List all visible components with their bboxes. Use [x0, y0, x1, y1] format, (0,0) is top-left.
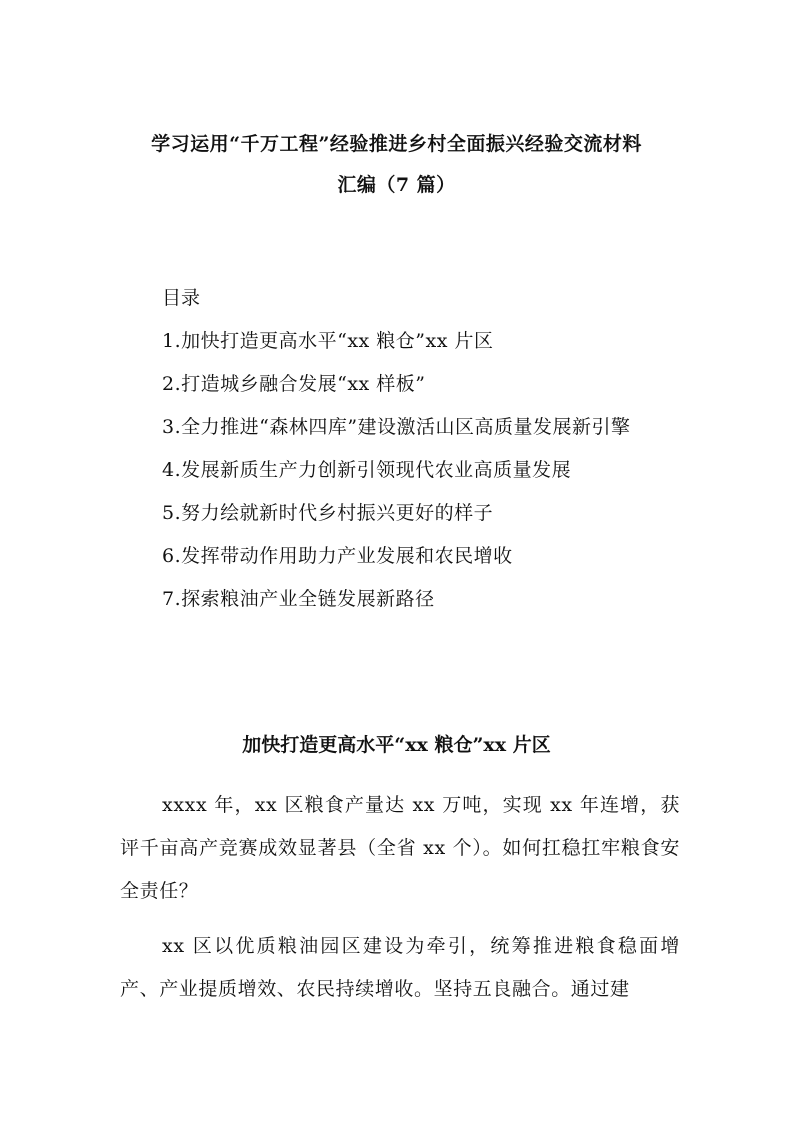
table-of-contents [120, 320, 680, 621]
toc-item-4: 4.发展新质生产力创新引领现代农业高质量发展 [162, 459, 572, 481]
toc-heading: 目录 [162, 287, 201, 309]
toc-item-3: 3.全力推进“森林四库”建设激活山区高质量发展新引擎 [162, 416, 631, 438]
toc-item-6: 6.发挥带动作用助力产业发展和农民增收 [162, 545, 513, 567]
toc-item-2: 2.打造城乡融合发展“xx 样板” [162, 373, 426, 395]
body-paragraph-1: xxxx 年，xx 区粮食产量达 xx 万吨，实现 xx 年连增，获评千亩高产竞赛成效显著县（全省 xx 个）。如何扛稳扛牢粮食安全责任？ [120, 794, 680, 902]
body-paragraph-2: xx 区以优质粮油园区建设为牵引，统筹推进粮食稳面增产、产业提质增效、农民持续增收。坚持五良融合。通过建 [120, 935, 680, 1000]
document-title-line-1: 学习运用“千万工程”经验推进乡村全面振兴经验交流材料 [151, 133, 642, 155]
toc-item-5: 5.努力绘就新时代乡村振兴更好的样子 [162, 502, 494, 524]
toc-item-1: 1.加快打造更高水平“xx 粮仓”xx 片区 [162, 330, 494, 352]
toc-item-7: 7.探索粮油产业全链发展新路径 [162, 588, 435, 610]
document-title-line-2: 汇编（7 篇） [337, 174, 456, 196]
section-title: 加快打造更高水平“xx 粮仓”xx 片区 [242, 734, 551, 756]
